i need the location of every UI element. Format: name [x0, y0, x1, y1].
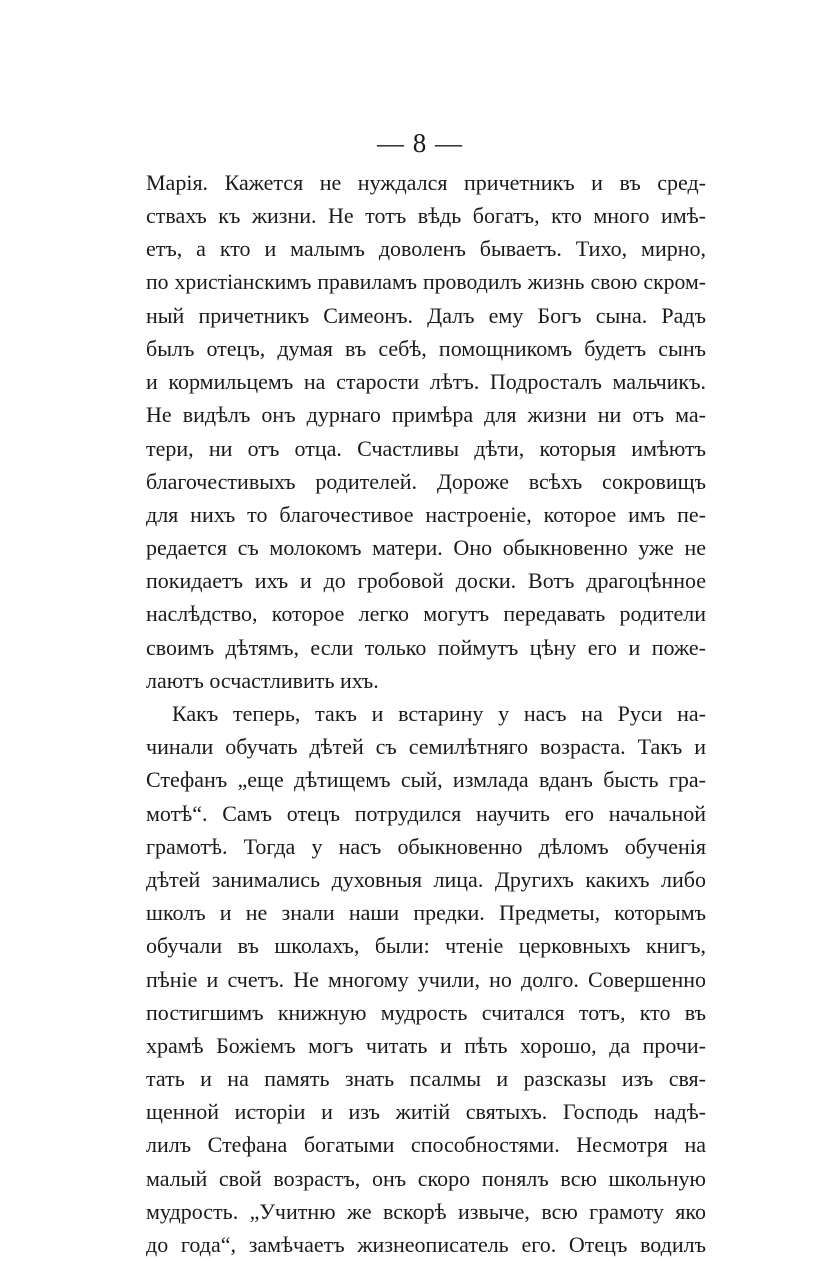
paragraph-start-line: Какъ теперь, такъ и встарину у насъ на Руси на- — [172, 701, 706, 726]
text-line: пѣніе и счетъ. Не многому учили, но долго. Совершенно — [146, 966, 706, 992]
text-line: храмѣ Божіемъ могъ читать и пѣть хорошо, да прочи- — [146, 1032, 706, 1058]
text-line: малый свой возрастъ, онъ скоро понялъ всю школьную — [146, 1165, 706, 1191]
text-line: мотѣ“. Самъ отецъ потрудился научить его начальной — [146, 800, 706, 826]
text-line: постигшимъ книжную мудрость считался тотъ, кто въ — [146, 999, 706, 1025]
text-line: Не видѣлъ онъ дурнаго примѣра для жизни ни отъ ма- — [146, 402, 706, 428]
text-line: по христіанскимъ правиламъ проводилъ жизнь свою скром- — [146, 269, 706, 294]
text-line: тери, ни отъ отца. Счастливы дѣти, которыя имѣютъ — [146, 435, 706, 461]
text-line: Марія. Кажется не нуждался причетникъ и въ сред- — [146, 170, 706, 195]
text-line: ствахъ къ жизни. Не тотъ вѣдь богатъ, кто много имѣ- — [146, 203, 706, 229]
text-line: тать и на память знать псалмы и разсказы изъ свя- — [146, 1066, 706, 1092]
text-line: своимъ дѣтямъ, если только поймутъ цѣну его и поже- — [146, 634, 706, 660]
text-line: покидаетъ ихъ и до гробовой доски. Вотъ драгоцѣнное — [146, 568, 706, 594]
text-line: для нихъ то благочестивое настроеніе, которое имъ пе- — [146, 501, 706, 527]
text-line: до года“, замѣчаетъ жизнеописатель его. Отецъ водилъ — [146, 1232, 706, 1257]
text-line: школъ и не знали наши предки. Предметы, которымъ — [146, 900, 706, 926]
text-line: грамотѣ. Тогда у насъ обыкновенно дѣломъ обученія — [146, 833, 706, 859]
text-line: и кормильцемъ на старости лѣтъ. Подросталъ мальчикъ. — [146, 369, 706, 395]
text-line: мудрость. „Учитню же вскорѣ извыче, всю грамоту яко — [146, 1198, 706, 1224]
body-text — [146, 166, 706, 1261]
text-line: былъ отецъ, думая въ себѣ, помощникомъ будетъ сынъ — [146, 335, 706, 361]
text-line: Стефанъ „еще дѣтищемъ сый, измлада вданъ бысть гра- — [146, 767, 706, 793]
text-line: етъ, а кто и малымъ доволенъ бываетъ. Тихо, мирно, — [146, 236, 706, 262]
text-line: лилъ Стефана богатыми способностями. Несмотря на — [146, 1132, 706, 1158]
text-line: дѣтей занимались духовныя лица. Другихъ какихъ либо — [146, 866, 706, 892]
text-line: ный причетникъ Симеонъ. Далъ ему Богъ сына. Радъ — [146, 302, 706, 328]
page-number: — 8 — — [377, 128, 463, 158]
text-line: обучали въ школахъ, были: чтеніе церковныхъ книгъ, — [146, 933, 706, 959]
text-line: чинали обучать дѣтей съ семилѣтняго возраста. Такъ и — [146, 734, 706, 760]
text-line: редается съ молокомъ матери. Оно обыкновенно уже не — [146, 535, 706, 561]
text-line: благочестивыхъ родителей. Дороже всѣхъ сокровищъ — [146, 468, 706, 494]
text-line: щенной исторіи и изъ житій святыхъ. Господь надѣ- — [146, 1099, 706, 1125]
text-line: наслѣдство, которое легко могутъ передавать родители — [146, 601, 706, 627]
paragraph-end-line: лаютъ осчастливить ихъ. — [146, 667, 379, 693]
